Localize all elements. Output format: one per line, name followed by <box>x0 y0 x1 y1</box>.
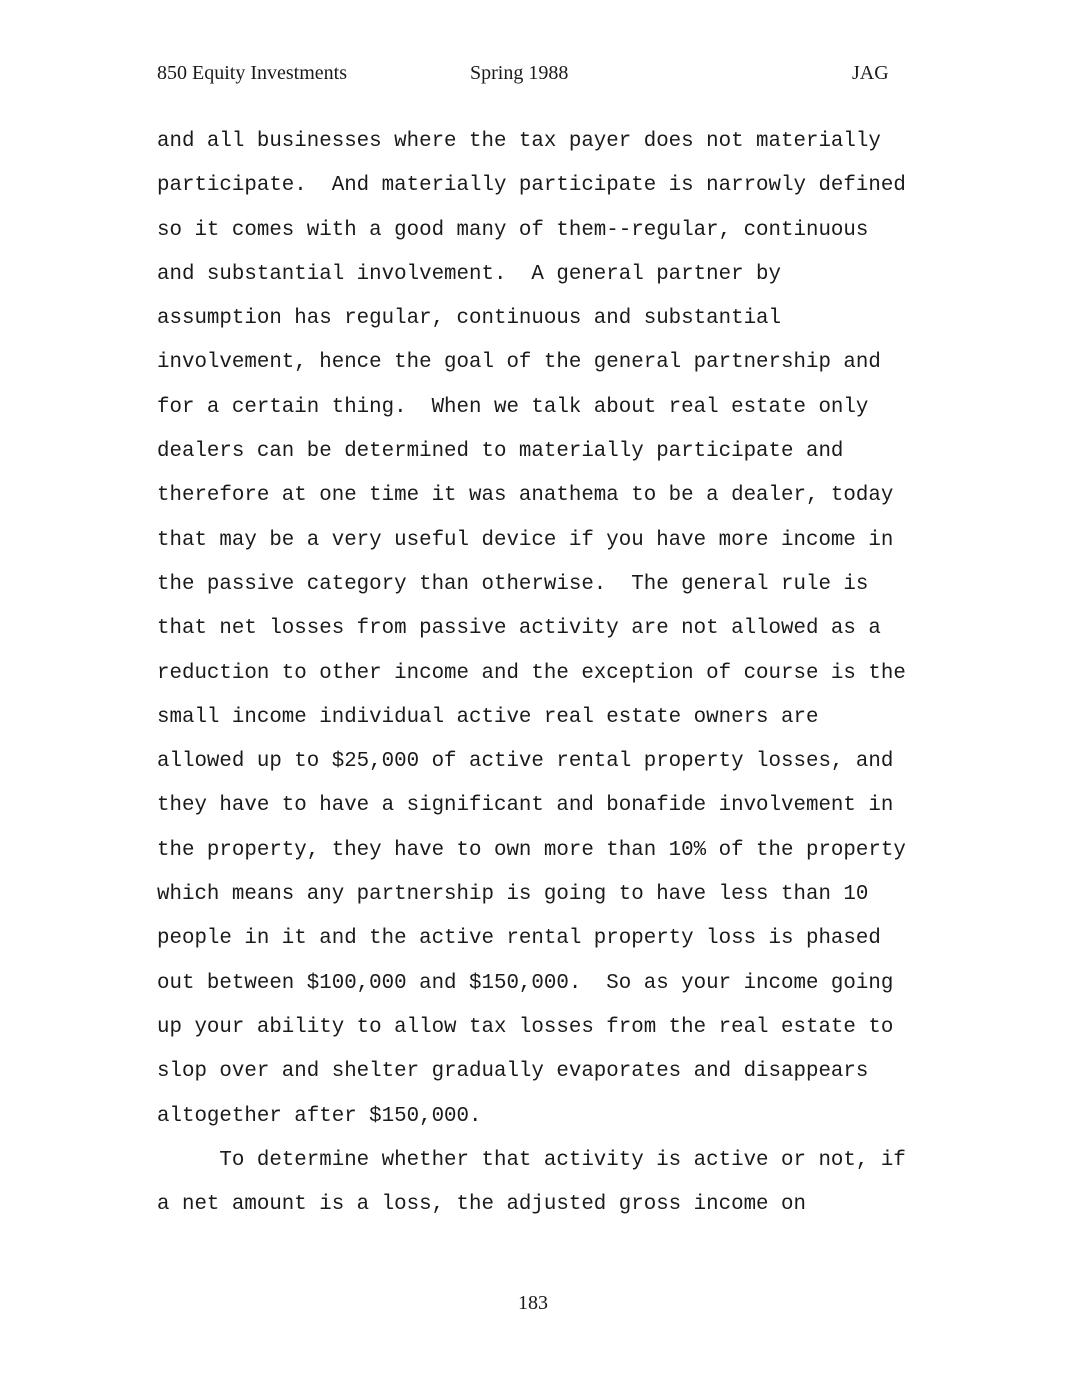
text-line: the passive category than otherwise. The general rule is <box>157 572 869 596</box>
text-line: which means any partnership is going to have less than 10 <box>157 883 869 907</box>
text-line: small income individual active real estate owners are <box>157 705 819 729</box>
text-line: therefore at one time it was anathema to be a dealer, today <box>157 484 894 508</box>
text-line: assumption has regular, continuous and substantial <box>157 307 782 331</box>
transcript-body <box>157 120 927 1227</box>
text-line: so it comes with a good many of them--regular, continuous <box>157 218 869 242</box>
text-line: people in it and the active rental property loss is phased <box>157 927 881 951</box>
text-line: they have to have a significant and bonafide involvement in <box>157 794 894 818</box>
text-line: for a certain thing. When we talk about real estate only <box>157 395 869 419</box>
text-line: To determine whether that activity is active or not, if <box>157 1148 906 1172</box>
text-line: the property, they have to own more than 10% of the property <box>157 838 906 862</box>
text-line: reduction to other income and the exception of course is the <box>157 661 906 685</box>
text-line: and substantial involvement. A general partner by <box>157 262 782 286</box>
text-line: that may be a very useful device if you have more income in <box>157 528 894 552</box>
text-line: out between $100,000 and $150,000. So as your income going <box>157 971 894 995</box>
text-line: dealers can be determined to materially participate and <box>157 440 844 464</box>
page-header <box>0 62 1066 90</box>
text-line: up your ability to allow tax losses from the real estate to <box>157 1015 894 1039</box>
header-course-title: 850 Equity Investments <box>157 62 347 84</box>
text-line: a net amount is a loss, the adjusted gross income on <box>157 1193 806 1217</box>
text-line: participate. And materially participate is narrowly defined <box>157 174 906 198</box>
text-line: slop over and shelter gradually evaporates and disappears <box>157 1060 869 1084</box>
text-line: altogether after $150,000. <box>157 1104 482 1128</box>
header-initials: JAG <box>852 62 889 84</box>
header-term: Spring 1988 <box>470 62 569 84</box>
text-line: that net losses from passive activity are not allowed as a <box>157 617 881 641</box>
text-line: involvement, hence the goal of the general partnership and <box>157 351 881 375</box>
page-number: 183 <box>518 1292 548 1314</box>
text-line: allowed up to $25,000 of active rental property losses, and <box>157 750 894 774</box>
text-line: and all businesses where the tax payer does not materially <box>157 130 881 153</box>
